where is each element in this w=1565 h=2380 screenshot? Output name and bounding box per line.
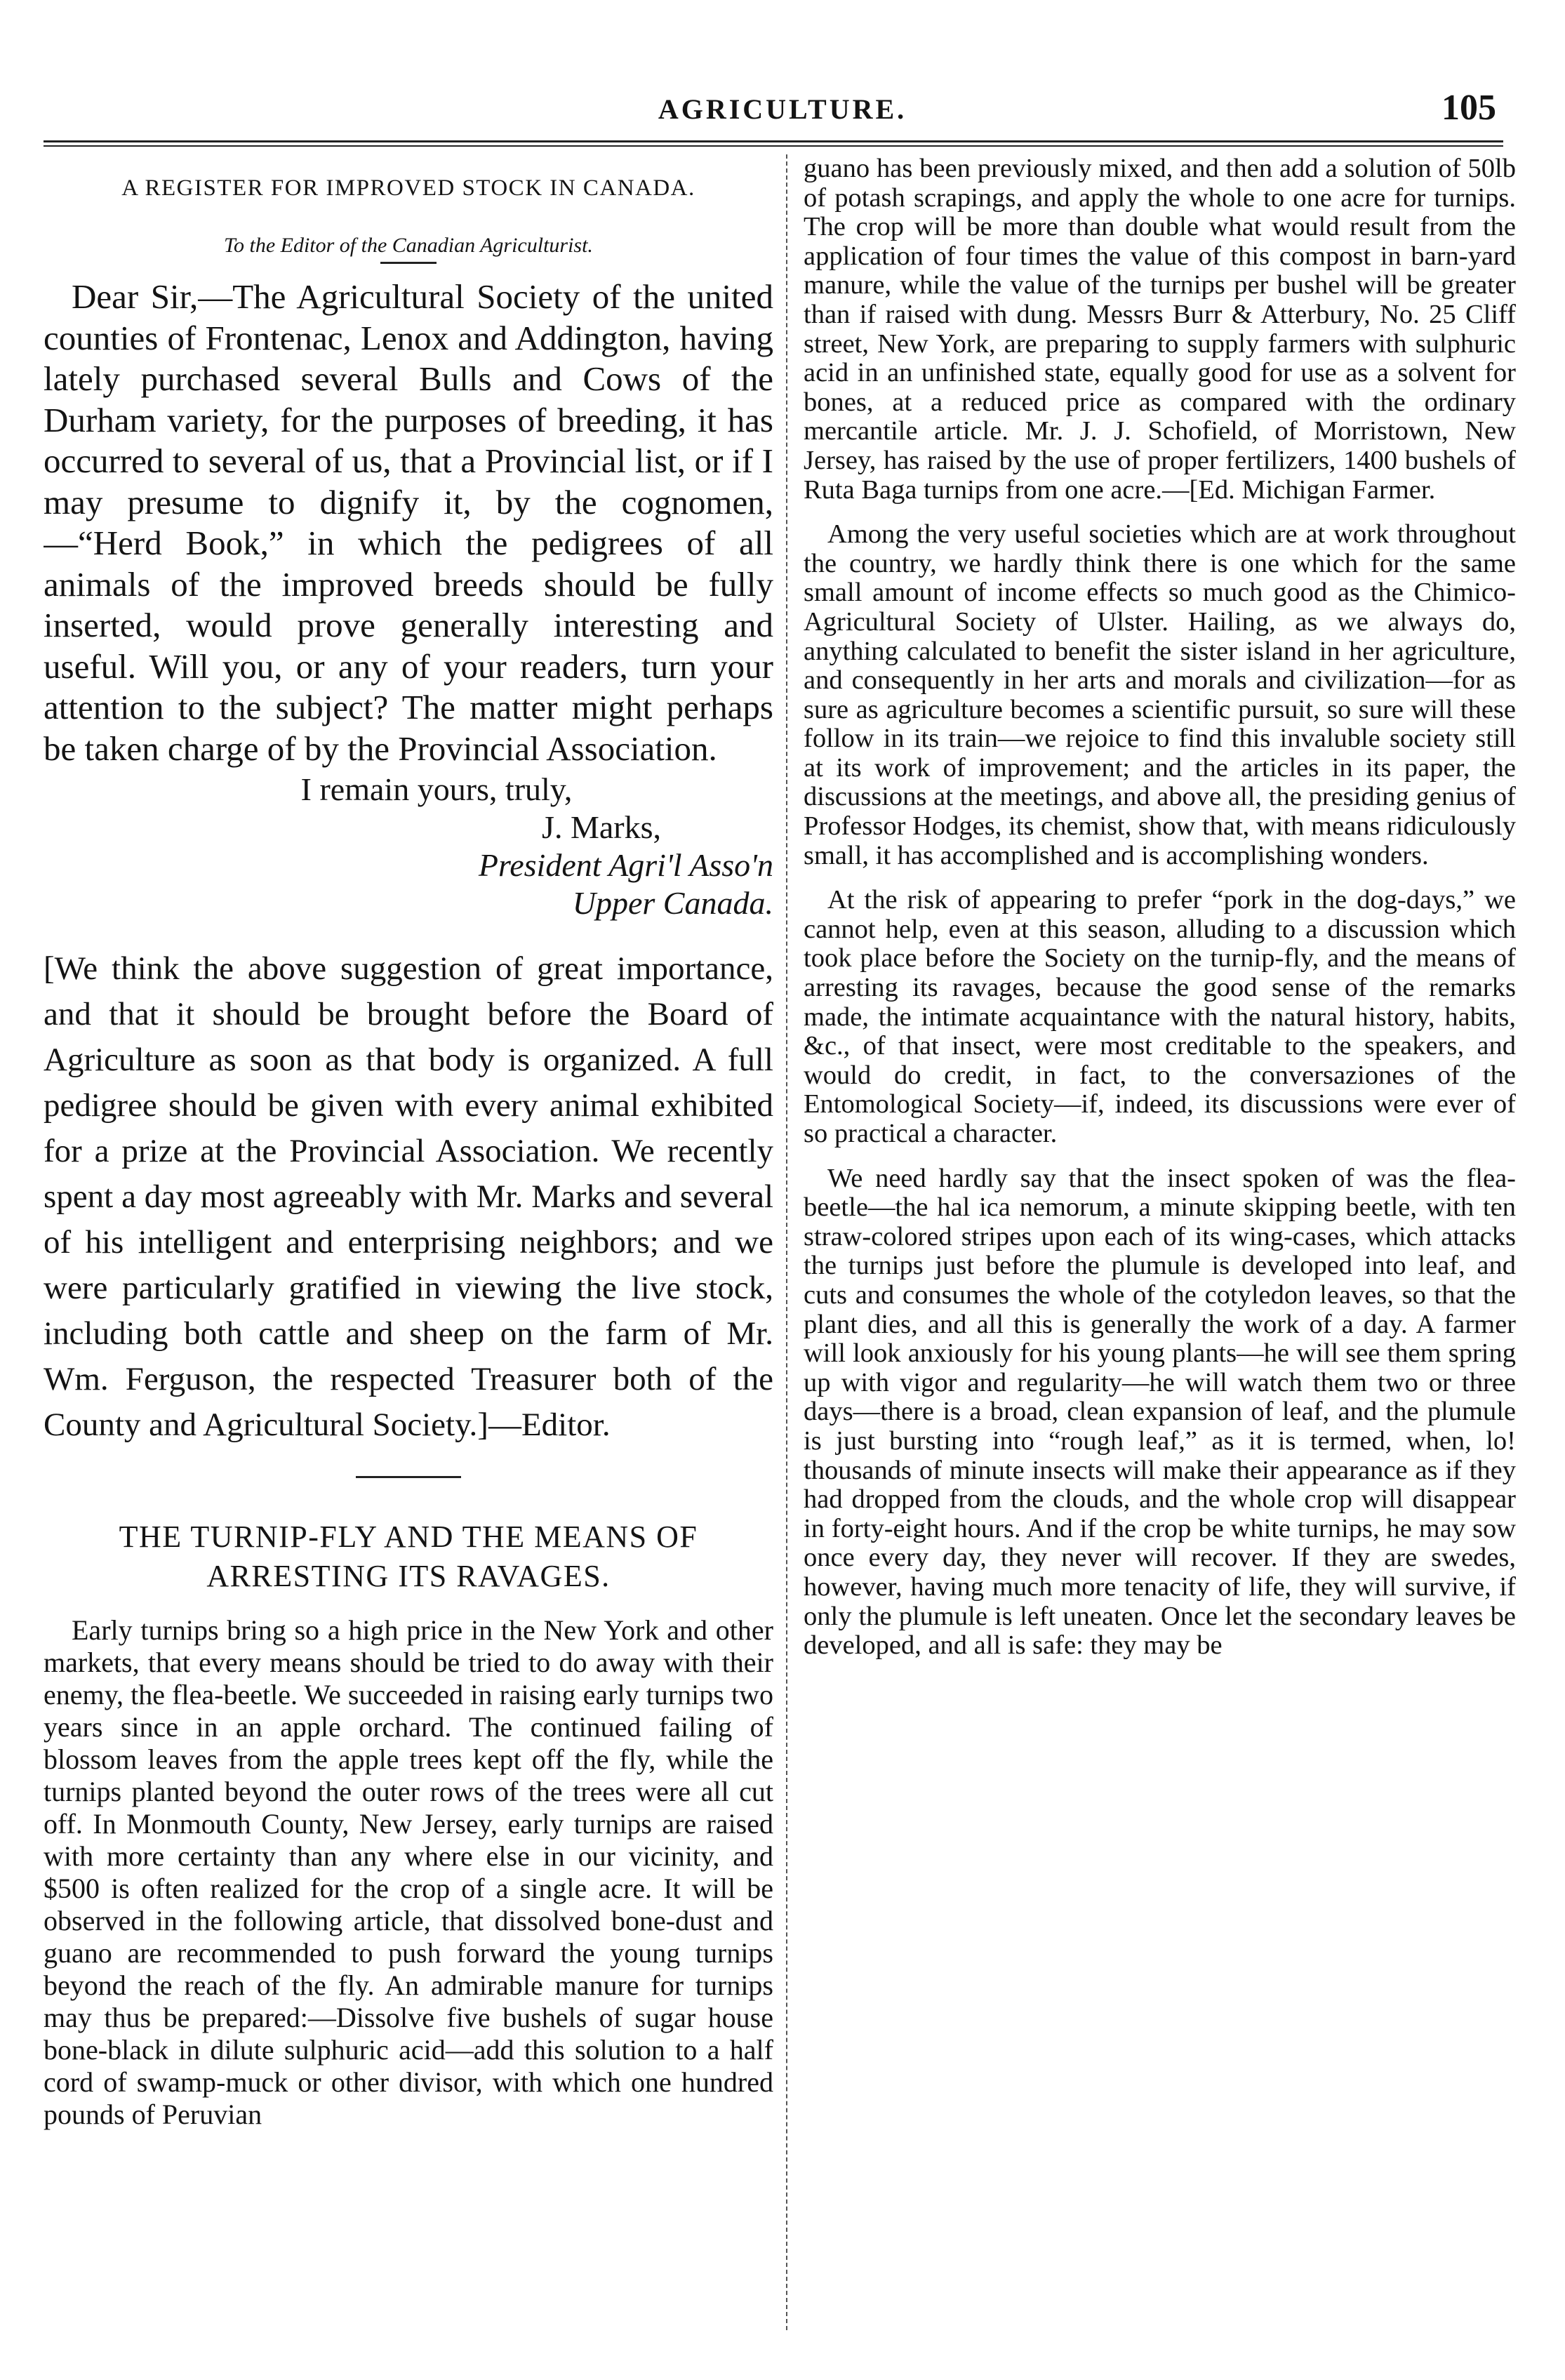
address-line: To the Editor of the Canadian Agriculturist. xyxy=(224,234,593,257)
section-divider xyxy=(356,1476,461,1478)
header-rule xyxy=(44,140,1503,147)
signature-title: President Agri'l Asso'n xyxy=(478,847,773,883)
right-column xyxy=(804,154,1516,2358)
short-rule xyxy=(380,262,437,264)
signature-name: J. Marks, xyxy=(542,809,661,845)
signature-block xyxy=(44,771,773,922)
column-divider xyxy=(786,154,787,2330)
paragraph-ulster-society: Among the very useful societies which are at work throughout the country, we hardly think there is one which for the same small amount of income effects so much good as the Chimico-Agricultural Society of Ulster. Hailing, as we always do, anything calculated to benefit the sister island in her agriculture, and consequently in her arts and morals and civilization—for as sure as agriculture becomes a scientific pursuit, so sure will these follow in its train—we rejoice to find this invaluble society still at its work of improvement; and the articles in its paper, the discussions at the meetings, and above all, the presiding genius of Professor Hodges, its chemist, show that, with means ridiculously small, it has accomplished and is accomplishing wonders. xyxy=(804,519,1516,870)
paragraph-turnip-fly-discussion: At the risk of appearing to prefer “pork in the dog-days,” we cannot help, even at this season, alluding to a discussion which took place before the Society on the turnip-fly, and the means of arresting its ravages, because the good sense of the remarks made, the intimate acquaintance with the natural history, habits, &c., of that insect, were most creditable to the speakers, and would do credit, in fact, to the conversaziones of the Entomological Society—if, indeed, its discussions were ever of so practical a character. xyxy=(804,885,1516,1148)
letter-body: Dear Sir,—The Agricultural Society of the united counties of Frontenac, Lenox and Addington, having lately purchased several Bulls and Cows of the Durham variety, for the purposes of breeding, it has occurred to several of us, that a Provincial list, or if I may presume to dignify it, by the cognomen,—“Herd Book,” in which the pedigrees of all animals of the improved breeds should be fully inserted, would prove generally interesting and useful. Will you, or any of your readers, turn your attention to the subject? The matter might perhaps be taken charge of by the Provincial Association. xyxy=(44,277,773,768)
signature-place: Upper Canada. xyxy=(572,885,773,921)
paragraph-guano: guano has been previously mixed, and then add a solution of 50lb of potash scrapings, and apply the whole to one acre for turnips. The crop will be more than double what would result from the application of four times the value of this compost in barn-yard manure, while the value of the turnips per bushel will be greater than if raised with dung. Messrs Burr & Atterbury, No. 25 Cliff street, New York, are preparing to supply farmers with sulphuric acid in an unfinished state, equally good for use as a solvent for bones, at a reduced price as compared with the ordinary mercantile article. Mr. J. J. Schofield, of Morristown, New Jersey, has raised by the use of proper fertilizers, 1400 bushels of Ruta Baga turnips from one acre.—[Ed. Michigan Farmer. xyxy=(804,154,1516,505)
paragraph-flea-beetle: We need hardly say that the insect spoken of was the flea-beetle—the hal ica nemorum, a minute skipping beetle, with ten straw-colored stripes upon each of its wing-cases, which attacks the turnips just before the plumule is developed into leaf, and cuts and consumes the whole of the cotyledon leaves, so that the plant dies, and all this is generally the work of a day. A farmer will look anxiously for his young plants—he will see them spring up with vigor and regularity—he will watch them two or three days—there is a broad, clean expansion of leaf, and the plumule is just bursting into “rough leaf,” as it is termed, when, lo! thousands of minute insects will make their appearance as if they had dropped from the clouds, and the whole crop will disappear in forty-eight hours. And if the crop be white turnips, he may sow once every day, they never will recover. If they are swedes, however, having much more tenacity of life, they will survive, if only the plumule is left uneaten. Once let the secondary leaves be developed, and all is safe: they may be xyxy=(804,1163,1516,1661)
section-heading: THE TURNIP-FLY AND THE MEANS OF ARRESTING ITS RAVAGES. xyxy=(119,1520,698,1593)
running-header xyxy=(0,88,1565,142)
signature-closing: I remain yours, truly, xyxy=(300,771,573,807)
left-column xyxy=(44,154,773,2358)
running-head-title: AGRICULTURE. xyxy=(658,93,907,125)
editor-note: [We think the above suggestion of great importance, and that it should be brought before the Board of Agriculture as soon as that body is organized. A full pedigree should be given with every animal exhibited for a prize at the Provincial Association. We recently spent a day most agreeably with Mr. Marks and several of his intelligent and enterprising neighbors; and we were particularly gratified in viewing the live stock, including both cattle and sheep on the farm of Mr. Wm. Ferguson, the respected Treasurer both of the County and Agricultural Society.]—Editor. xyxy=(44,950,773,1443)
turnip-article-body: Early turnips bring so a high price in the New York and other markets, that every means should be tried to do away with their enemy, the flea-beetle. We succeeded in raising early turnips two years since in an apple orchard. The continued failing of blossom leaves from the apple trees kept off the fly, while the turnips planted beyond the outer rows of the trees were all cut off. In Monmouth County, New Jersey, early turnips are raised with more certainty than any where else in our vicinity, and $500 is often realized for the crop of a single acre. It will be observed in the following article, that dissolved bone-dust and guano are recommended to push forward the young turnips beyond the reach of the fly. An admirable manure for turnips may thus be prepared:—Dissolve five bushels of sugar house bone-black in dilute sulphuric acid—add this solution to a half cord of swamp-muck or other divisor, with which one hundred pounds of Peruvian xyxy=(44,1614,773,2130)
page-number: 105 xyxy=(1441,88,1496,128)
article-heading: A REGISTER FOR IMPROVED STOCK IN CANADA. xyxy=(121,175,695,201)
